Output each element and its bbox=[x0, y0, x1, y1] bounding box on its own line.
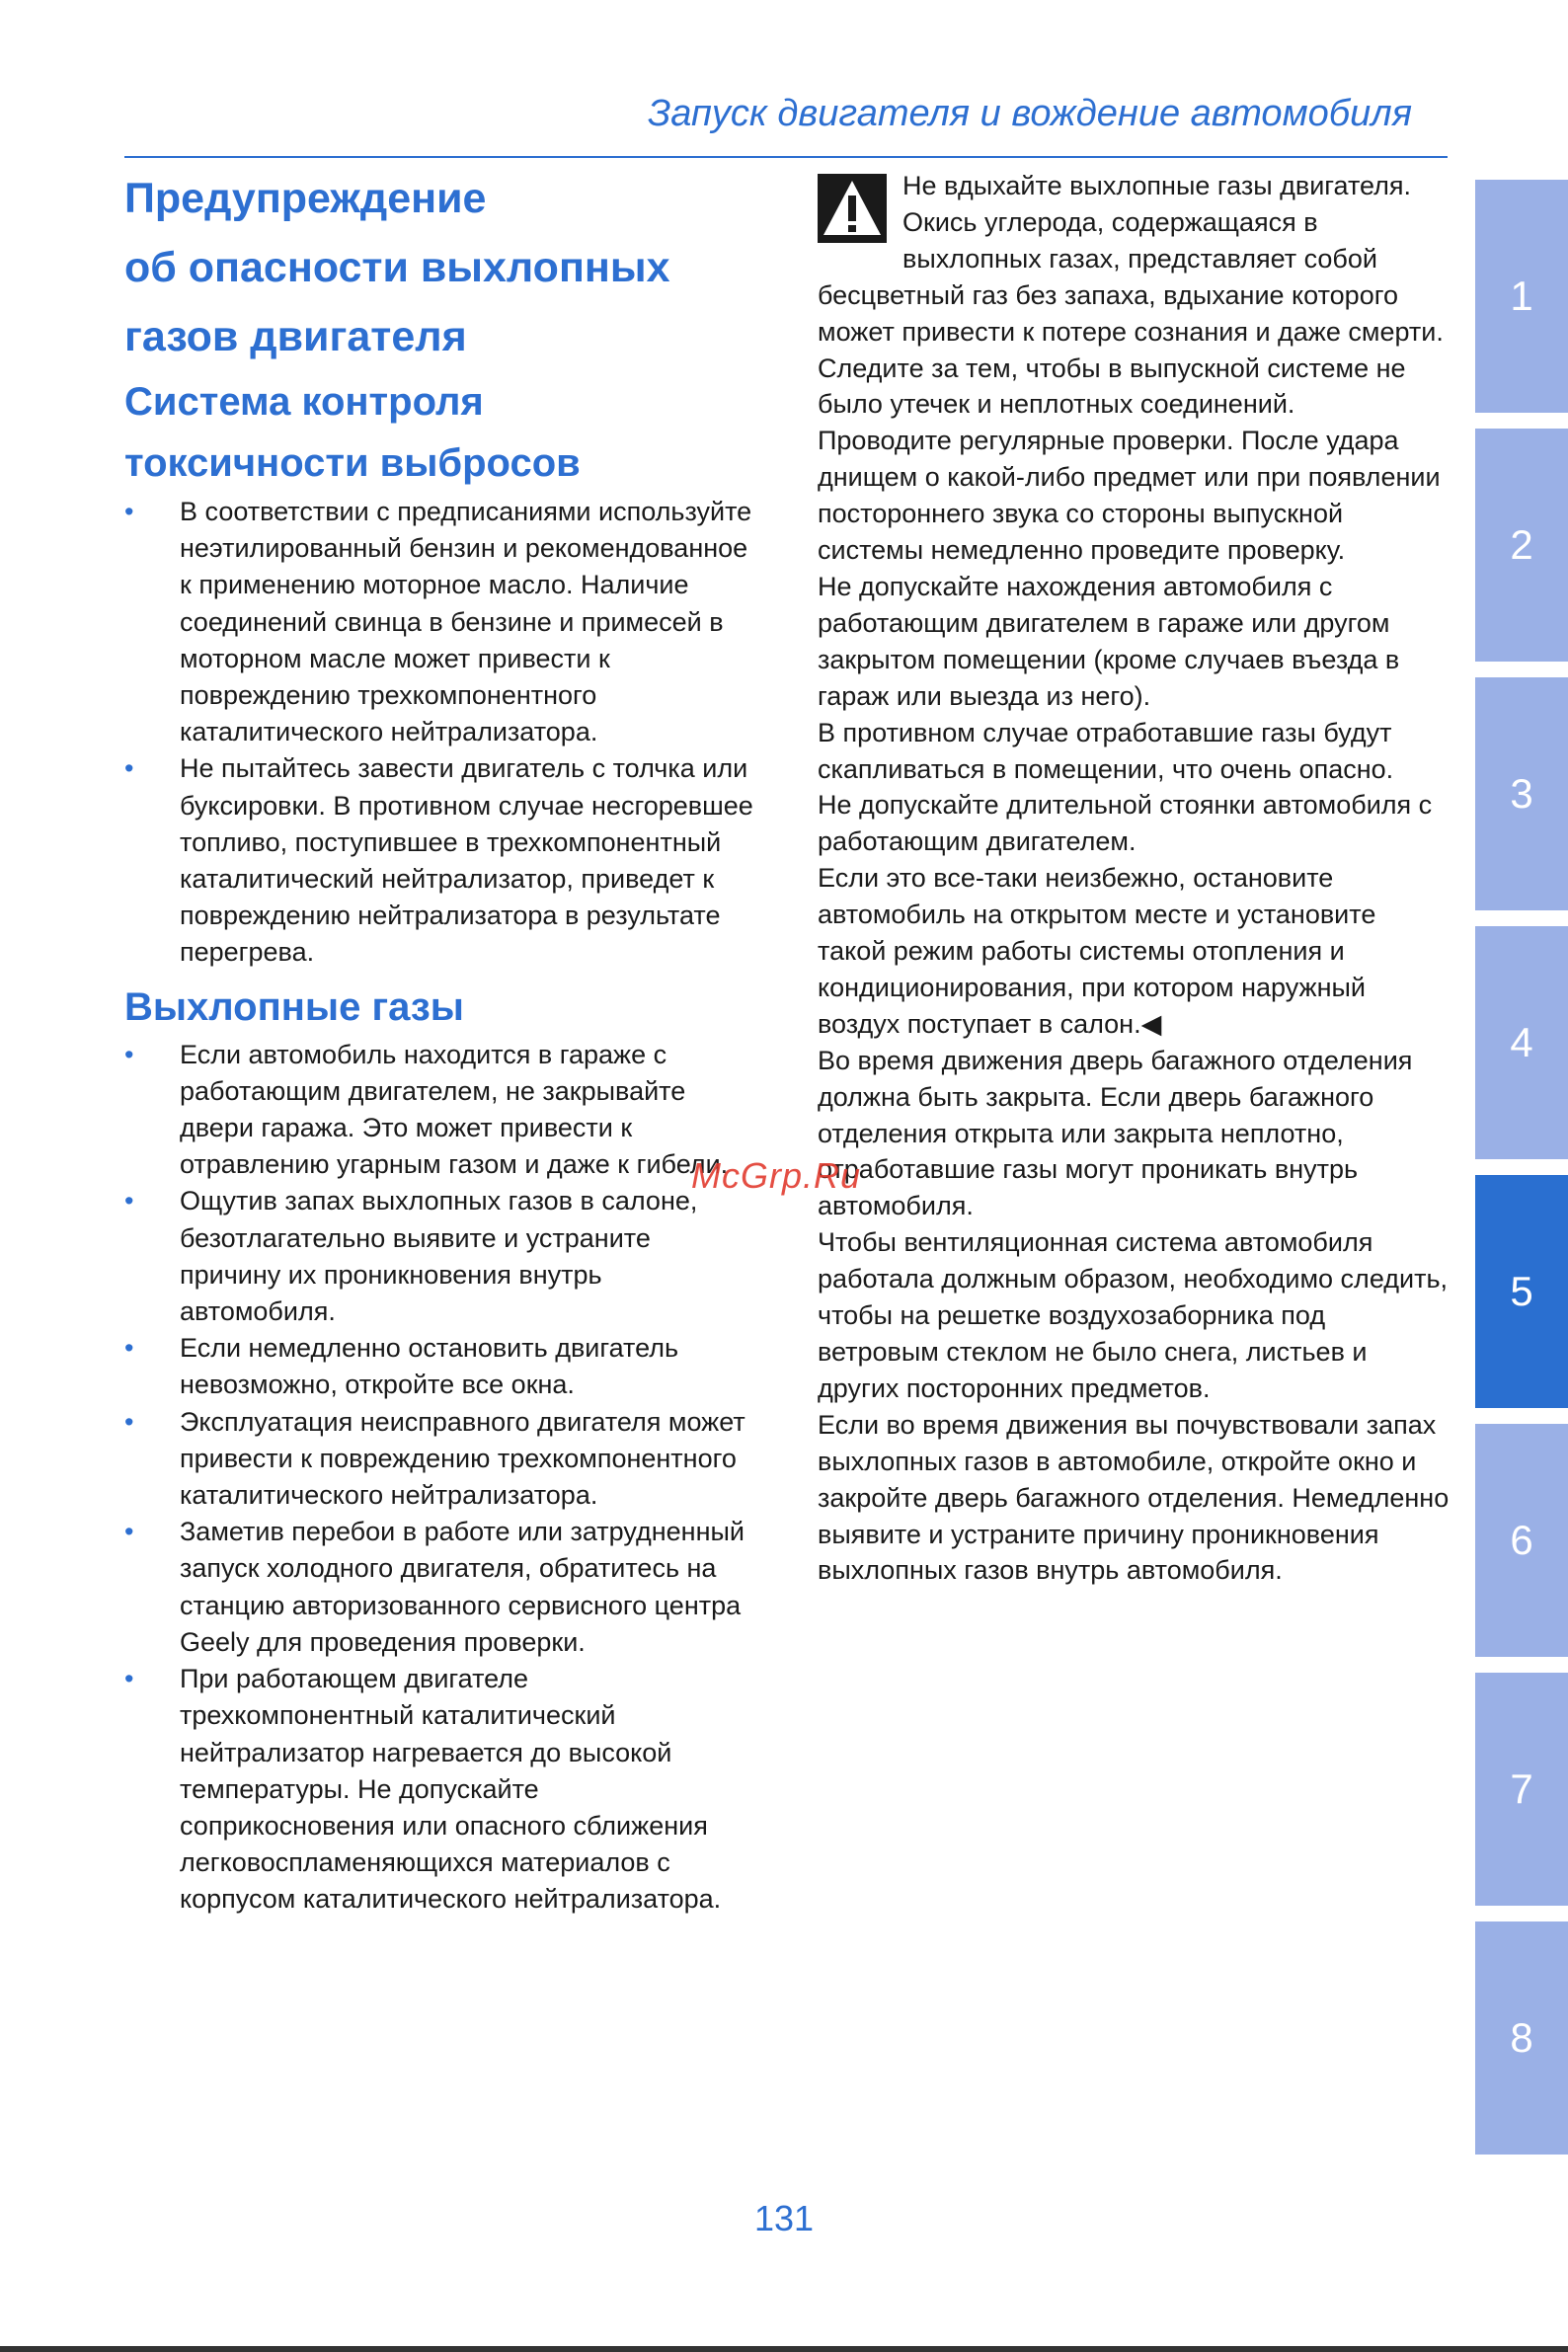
chapter-tab-2[interactable]: 2 bbox=[1475, 429, 1568, 662]
list-item bbox=[124, 1183, 756, 1330]
bullet-icon: • bbox=[124, 1186, 134, 1216]
list-item-text: Заметив перебои в работе или затрудненный запуск холодного двигателя, обратитесь на станцию авторизованного сервисного центра Geely для проведения проверки. bbox=[180, 1517, 745, 1657]
list-item-text: Эксплуатация неисправного двигателя может привести к повреждению трехкомпонентного каталитического нейтрализатора. bbox=[180, 1406, 745, 1511]
bullet-icon: • bbox=[124, 753, 134, 784]
bottom-divider bbox=[0, 2346, 1568, 2352]
header-divider bbox=[124, 156, 1448, 158]
list-item bbox=[124, 750, 756, 971]
chapter-tab-5[interactable]: 5 bbox=[1475, 1175, 1568, 1408]
chapter-tab-7[interactable]: 7 bbox=[1475, 1673, 1568, 1906]
list-item bbox=[124, 1330, 756, 1403]
body-paragraph: Во время движения дверь багажного отделения должна быть закрыта. Если дверь багажного отделения открыта или закрыта неплотно, отработавшие газы могут проникать внутрь автомобиля. bbox=[818, 1045, 1413, 1221]
list-item-text: Если немедленно остановить двигатель невозможно, откройте все окна. bbox=[180, 1333, 679, 1400]
list-item bbox=[124, 1514, 756, 1661]
main-heading-line: Предупреждение bbox=[124, 175, 487, 222]
left-column bbox=[124, 164, 756, 1919]
warning-paragraph: Не вдыхайте выхлопные газы двигателя. Окись углерода, содержащаяся в выхлопных газах, представляет собой бесцветный газ без запаха, вдыхание которого может привести к потере сознания и даже смерти. bbox=[818, 171, 1444, 347]
list-item-text: Не пытайтесь завести двигатель с толчка или буксировки. В противном случае несгоревшее топливо, поступившее в трехкомпонентный каталитический нейтрализатор, приведет к повреждению нейтрализатора в результате перегрева. bbox=[180, 753, 753, 968]
body-paragraph: Чтобы вентиляционная система автомобиля работала должным образом, необходимо следить, чтобы на решетке воздухозаборника под ветровым стеклом не было снега, листьев и других посторонних предметов. bbox=[818, 1227, 1449, 1403]
warning-paragraph: Проводите регулярные проверки. После удара днищем о какой-либо предмет или при появлении постороннего звука со стороны выпускной системы немедленно проведите проверку. bbox=[818, 426, 1441, 566]
watermark: McGrp.Ru bbox=[691, 1155, 862, 1196]
bullet-icon: • bbox=[124, 1517, 134, 1547]
chapter-title: Запуск двигателя и вождение автомобиля bbox=[647, 93, 1412, 134]
right-column bbox=[818, 168, 1450, 1589]
page-number: 131 bbox=[753, 2198, 815, 2238]
section1-heading bbox=[124, 371, 756, 494]
bullet-icon: • bbox=[124, 1333, 134, 1364]
list-item-text: Если автомобиль находится в гараже с работающим двигателем, не закрывайте двери гаража. Это может привести к отравлению угарным газом и даже к гибели. bbox=[180, 1039, 729, 1180]
main-heading bbox=[124, 164, 756, 371]
list-item-text: Ощутив запах выхлопных газов в салоне, безотлагательно выявите и устраните причину их проникновения внутрь автомобиля. bbox=[180, 1186, 698, 1327]
end-of-warning-icon: ◀ bbox=[1140, 1008, 1162, 1039]
list-item bbox=[124, 494, 756, 750]
body-paragraph: Если во время движения вы почувствовали запах выхлопных газов в автомобиле, откройте окно и закройте дверь багажного отделения. Немедленно выявите и устраните причину проникновения выхлопных газов внутрь автомобиля. bbox=[818, 1409, 1450, 1586]
chapter-tab-4[interactable]: 4 bbox=[1475, 926, 1568, 1159]
list-item bbox=[124, 1037, 756, 1184]
section1-list bbox=[124, 494, 756, 972]
warning-paragraph bbox=[818, 860, 1450, 1043]
chapter-tab-3[interactable]: 3 bbox=[1475, 677, 1568, 910]
warning-paragraph: Не допускайте длительной стоянки автомобиля с работающим двигателем. bbox=[818, 790, 1433, 857]
bullet-icon: • bbox=[124, 1406, 134, 1437]
main-heading-line: об опасности выхлопных bbox=[124, 244, 670, 291]
section1-heading-line: токсичности выбросов bbox=[124, 441, 581, 485]
list-item bbox=[124, 1661, 756, 1918]
bullet-icon: • bbox=[124, 497, 134, 526]
list-item-text: При работающем двигателе трехкомпонентный каталитический нейтрализатор нагревается до высокой температуры. Не допускайте соприкосновения или опасного сближения легковоспламеняющихся материалов с корпусом каталитического нейтрализатора. bbox=[180, 1664, 722, 1915]
section2-list bbox=[124, 1037, 756, 1919]
section2-heading: Выхлопные газы bbox=[124, 984, 464, 1029]
bullet-icon: • bbox=[124, 1039, 134, 1069]
list-item bbox=[124, 1404, 756, 1515]
bullet-icon: • bbox=[124, 1664, 134, 1694]
list-item-text: В соответствии с предписаниями используйте неэтилированный бензин и рекомендованное к применению моторное масло. Наличие соединений свинца в бензине и примесей в моторном масле может привести к повреждению трехкомпонентного каталитического нейтрализатора. bbox=[180, 497, 752, 747]
chapter-tab-8[interactable]: 8 bbox=[1475, 1921, 1568, 2155]
warning-block bbox=[818, 168, 1450, 1043]
warning-paragraph-text: Если это все-таки неизбежно, остановите автомобиль на открытом месте и установите такой режим работы системы отопления и кондиционирования, при котором наружный воздух поступает в салон. bbox=[818, 863, 1376, 1039]
chapter-tab-6[interactable]: 6 bbox=[1475, 1424, 1568, 1657]
section1-heading-line: Система контроля bbox=[124, 380, 484, 424]
warning-paragraph: Следите за тем, чтобы в выпускной системе не было утечек и неплотных соединений. bbox=[818, 353, 1406, 420]
warning-paragraph: Не допускайте нахождения автомобиля с работающим двигателем в гараже или другом закрытом помещении (кроме случаев въезда в гараж или выезда из него). bbox=[818, 571, 1400, 711]
chapter-tab-1[interactable]: 1 bbox=[1475, 180, 1568, 413]
main-heading-line: газов двигателя bbox=[124, 313, 467, 360]
warning-triangle-icon bbox=[818, 174, 887, 243]
warning-paragraph: В противном случае отработавшие газы будут скапливаться в помещении, что очень опасно. bbox=[818, 717, 1394, 784]
